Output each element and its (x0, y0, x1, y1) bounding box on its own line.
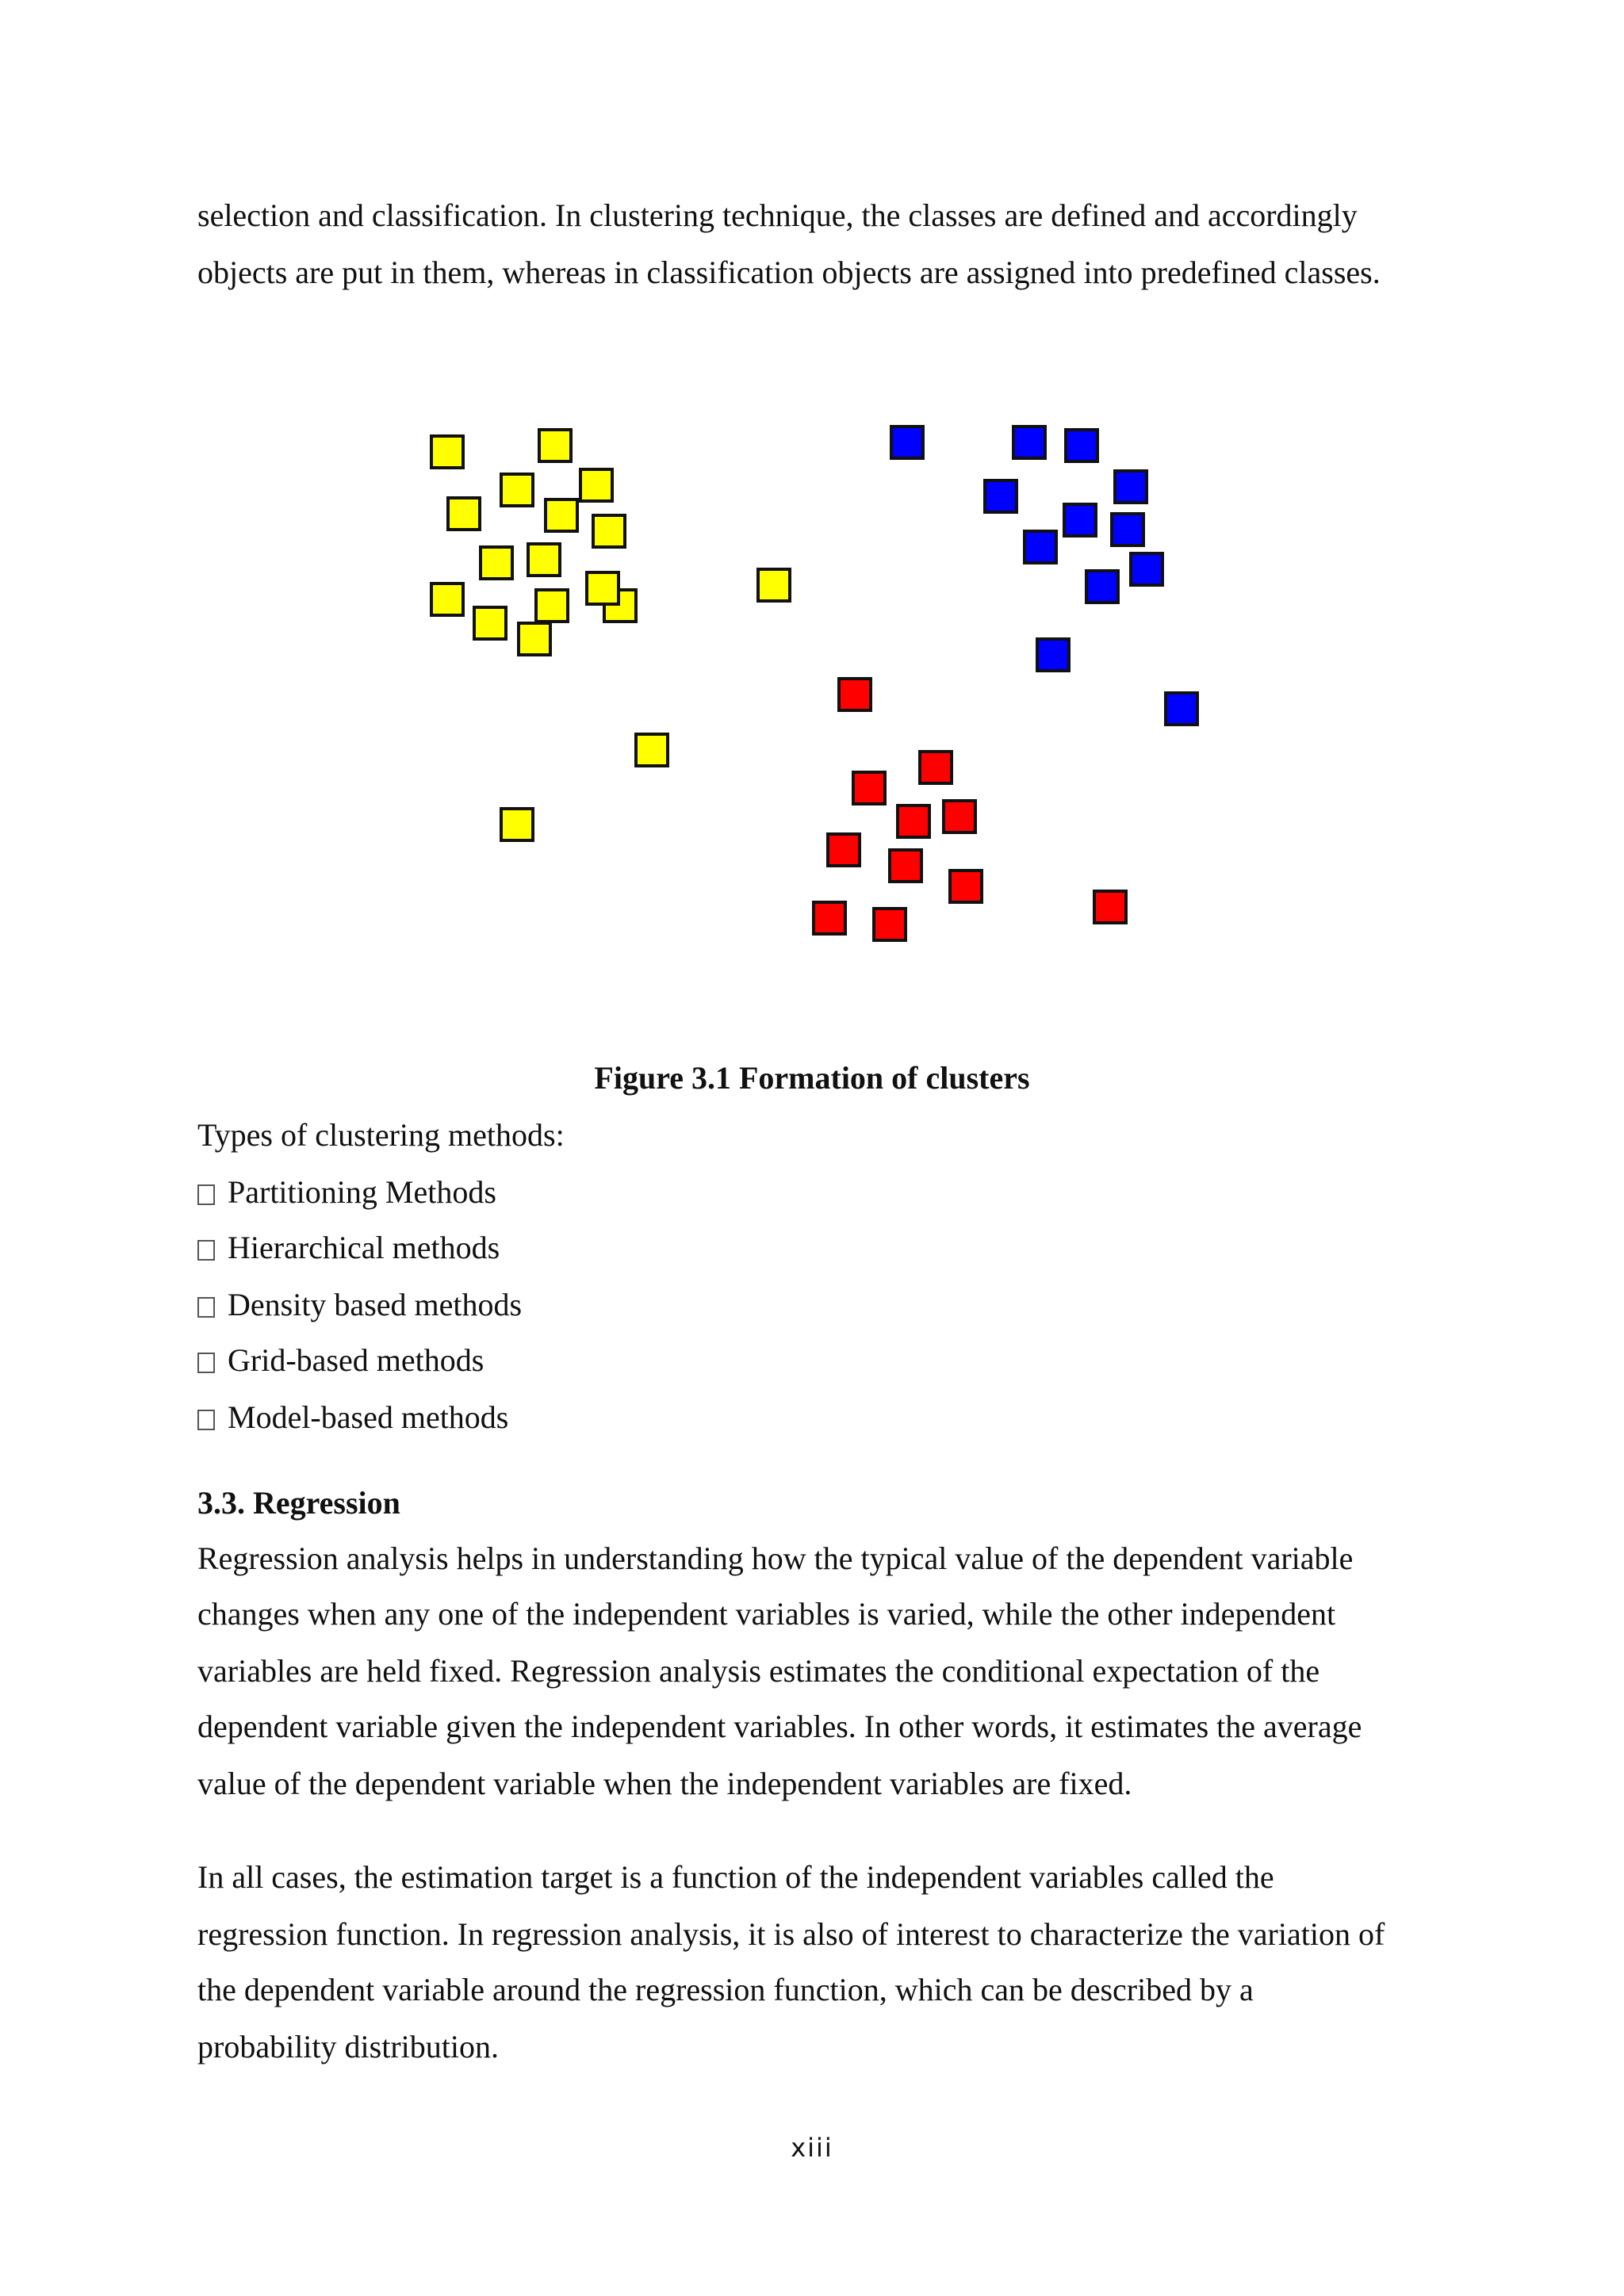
red-square (874, 909, 906, 940)
red-square (890, 850, 921, 882)
blue-square (1112, 514, 1143, 545)
paragraph1-line: dependent variable given the independent variables. In other words, it estimates the average (197, 1709, 1362, 1744)
yellow-square (546, 499, 577, 531)
yellow-cluster (431, 430, 790, 840)
paragraph1-line: variables are held fixed. Regression analysis estimates the conditional expectation of the (197, 1653, 1320, 1689)
red-square (828, 834, 860, 866)
list-item-label: Model-based methods (228, 1399, 509, 1435)
blue-square (1037, 639, 1069, 671)
blue-square (1086, 571, 1118, 603)
blue-square (891, 427, 923, 458)
list-item (197, 1342, 485, 1378)
bullet-box-icon (197, 1184, 215, 1205)
red-square (839, 679, 871, 710)
list-item (197, 1232, 500, 1264)
yellow-square (528, 544, 560, 576)
paragraph2-line: In all cases, the estimation target is a function of the independent variables called the (197, 1859, 1274, 1895)
yellow-square (580, 469, 612, 501)
yellow-square (519, 623, 550, 655)
blue-square (1025, 531, 1056, 563)
blue-square (1064, 504, 1096, 536)
bullet-box-icon (197, 1410, 215, 1430)
figure-caption: Figure 3.1 Formation of clusters (594, 1060, 1030, 1096)
intro-line-1: selection and classification. In clustering technique, the classes are defined and accordingly (197, 197, 1358, 233)
blue-square (1166, 693, 1197, 725)
section-heading: 3.3. Regression (197, 1485, 400, 1521)
blue-square (985, 480, 1017, 512)
paragraph2-line: regression function. In regression analysis, it is also of interest to characterize the variation of (197, 1916, 1385, 1952)
yellow-square (501, 809, 533, 840)
paragraph1-line: Regression analysis helps in understanding how the typical value of the dependent variable (197, 1540, 1354, 1576)
red-square (1094, 891, 1126, 923)
yellow-square (539, 430, 571, 461)
paragraph1-line: value of the dependent variable when the independent variables are fixed. (197, 1766, 1132, 1801)
red-square (853, 772, 885, 804)
red-square (944, 801, 975, 832)
red-cluster (814, 679, 1126, 940)
blue-cluster (891, 427, 1197, 725)
list-item-label: Density based methods (228, 1287, 523, 1322)
yellow-square (481, 547, 512, 579)
yellow-square (501, 474, 533, 506)
yellow-square (758, 569, 790, 601)
yellow-square (587, 572, 619, 604)
red-square (950, 871, 982, 902)
yellow-square (431, 436, 463, 468)
list-item (197, 1399, 509, 1435)
red-square (814, 902, 845, 934)
paragraph2-line: probability distribution. (197, 2029, 499, 2064)
yellow-square (636, 734, 668, 766)
bullet-box-icon (197, 1297, 215, 1318)
blue-square (1115, 471, 1147, 503)
paragraph2-line: the dependent variable around the regression function, which can be described by a (197, 1972, 1254, 2007)
yellow-square (448, 498, 480, 530)
red-square (898, 806, 929, 837)
bullet-box-icon (197, 1240, 215, 1261)
list-title: Types of clustering methods: (197, 1117, 565, 1153)
blue-square (1066, 430, 1097, 461)
blue-square (1131, 553, 1162, 585)
intro-line-2: objects are put in them, whereas in classification objects are assigned into predefined classes. (197, 254, 1381, 290)
yellow-square (593, 515, 625, 547)
blue-square (1013, 427, 1045, 458)
list-item-label: Grid-based methods (228, 1342, 485, 1378)
yellow-square (431, 584, 463, 615)
list-item (197, 1289, 522, 1321)
red-square (920, 752, 952, 783)
yellow-square (474, 607, 506, 639)
list-item (197, 1174, 496, 1210)
bullet-box-icon (197, 1353, 215, 1373)
cluster-figure (0, 0, 1624, 1031)
list-item-label: Hierarchical methods (228, 1230, 500, 1265)
list-item-label: Partitioning Methods (228, 1174, 496, 1210)
page-number: xiii (791, 2133, 833, 2163)
yellow-square (536, 590, 568, 622)
paragraph1-line: changes when any one of the independent variables is varied, while the other independent (197, 1596, 1336, 1632)
